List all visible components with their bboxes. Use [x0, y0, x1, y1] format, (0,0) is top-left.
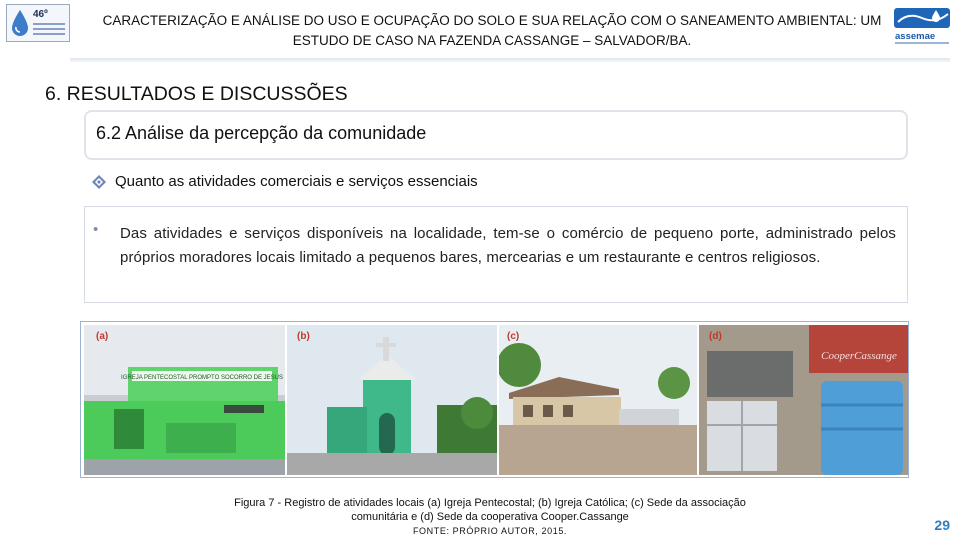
title-line-2: ESTUDO DE CASO NA FAZENDA CASSANGE – SALVADOR/BA.	[292, 33, 692, 48]
photo-community-association	[499, 325, 697, 475]
water-drop-icon	[11, 9, 29, 37]
assemae-logo	[892, 6, 952, 46]
caption-line-1: Figura 7 - Registro de atividades locais (a) Igreja Pentecostal; (b) Igreja Católica; (c) Sede da associação	[234, 497, 746, 509]
cooperative-sign-text: CooperCassange	[821, 350, 897, 362]
conference-number: 46º	[33, 9, 48, 20]
title-line-1: CARACTERIZAÇÃO E ANÁLISE DO USO E OCUPAÇÃO DO SOLO E SUA RELAÇÃO COM O SANEAMENTO AMBIENTAL: UM	[102, 13, 882, 28]
assemae-wordmark: assemae	[895, 31, 936, 42]
figure-caption	[180, 496, 800, 524]
logo-underline	[895, 42, 949, 44]
paragraph-box	[84, 206, 908, 303]
figure-source: FONTE: PRÓPRIO AUTOR, 2015.	[412, 526, 568, 536]
caption-line-2: comunitária e (d) Sede da cooperativa Cooper.Cassange	[351, 511, 629, 523]
section-title: 6. RESULTADOS E DISCUSSÕES	[45, 83, 348, 105]
figure-photo-strip	[80, 321, 909, 478]
bullet-icon: •	[93, 221, 99, 238]
header-divider	[70, 58, 950, 62]
photo-label-d: (d)	[709, 331, 722, 342]
page-number: 29	[934, 517, 950, 533]
presentation-title	[92, 11, 892, 51]
photo-catholic-church	[287, 325, 497, 475]
subsection-title: 6.2 Análise da percepção da comunidade	[96, 123, 427, 143]
photo-pentecostal-church	[84, 325, 285, 475]
subsection-box	[84, 110, 908, 160]
church-sign-text: IGREJA PENTECOSTAL PROMPTO SOCORRO DE JESUS	[121, 375, 283, 381]
photo-label-a: (a)	[96, 331, 109, 342]
diamond-bullet-icon	[92, 175, 106, 189]
conference-logo	[6, 4, 70, 42]
topic-heading	[92, 173, 478, 190]
topic-text: Quanto as atividades comerciais e serviços essenciais	[115, 173, 478, 190]
photo-label-c: (c)	[507, 331, 520, 342]
photo-label-b: (b)	[297, 331, 310, 342]
logo-text-lines	[33, 23, 65, 38]
water-drop-icon	[892, 6, 952, 32]
photo-cooperative	[699, 325, 908, 475]
body-paragraph: Das atividades e serviços disponíveis na localidade, tem-se o comércio de pequeno porte, administrado pelos próprios moradores locais limitado a pequenos bares, mercearias e um restaurante e centros religiosos.	[120, 225, 896, 266]
